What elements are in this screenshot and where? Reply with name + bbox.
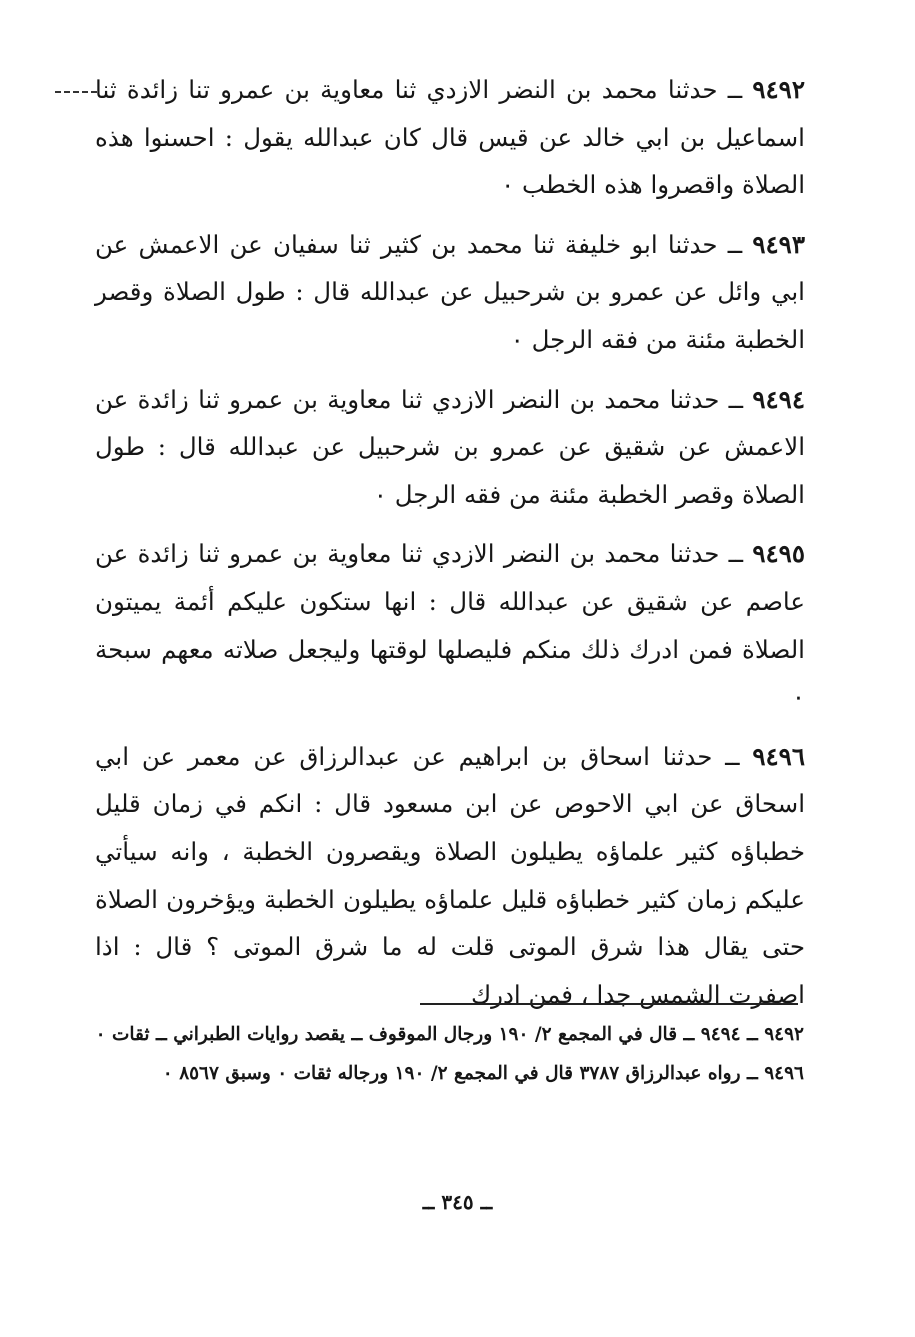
footnote-divider: [420, 1003, 798, 1005]
hadith-text: ــ حدثنا محمد بن النضر الازدي ثنا معاوية بن عمرو تنا زائدة ثنا اسماعيل بن ابي خالد عن قيس قال كان عبدالله يقول : احسنوا هذه الصلاة واقصروا هذه الخطب ٠: [95, 75, 805, 200]
hadith-9496: [95, 733, 805, 1019]
hadith-9492: [95, 66, 805, 209]
hadith-9493: [95, 221, 805, 364]
hadith-text: ــ حدثنا محمد بن النضر الازدي ثنا معاوية بن عمرو ثنا زائدة عن الاعمش عن شقيق عن عمرو بن شرحبيل عن عبدالله قال : طول الصلاة وقصر الخطبة مئنة من فقه الرجل ٠: [95, 384, 805, 509]
hadith-text: ــ حدثنا محمد بن النضر الازدي ثنا معاوية بن عمرو ثنا زائدة عن عاصم عن شقيق عن عبدالله قال : انها ستكون عليكم أئمة يميتون الصلاة فمن ادرك ذلك منكم فليصلها لوقتها وليجعل صلاته معهم سبحة ٠: [95, 539, 805, 712]
hadith-text: ــ حدثنا اسحاق بن ابراهيم عن عبدالرزاق عن معمر عن ابي اسحاق عن ابي الاحوص عن ابن مسعود قال : انكم في زمان قليل خطباؤه كثير علماؤه يطيلون الصلاة ويقصرون الخطبة ، وانه سيأتي عليكم زمان كثير خطباؤه قليل علماؤه يطيلون الخطبة ويؤخرون الصلاة حتى يقال هذا شرق الموتى قلت له ما شرق الموتى ؟ قال : اذا اصفرت الشمس جدا ، فمن ادرك: [95, 741, 805, 1009]
footnote-9492-9494: ٩٤٩٢ ــ ٩٤٩٤ ــ قال في المجمع ٢/ ١٩٠ ورجال الموقوف ــ يقصد روايات الطبراني ــ ثقات ٠: [95, 1024, 804, 1045]
margin-dash: [55, 91, 97, 93]
footnote-9496: ٩٤٩٦ ــ رواه عبدالرزاق ٣٧٨٧ قال في المجمع ٢/ ١٩٠ ورجاله ثقات ٠ وسبق ٨٥٦٧ ٠: [162, 1063, 804, 1084]
hadith-number: ٩٤٩٣: [752, 229, 805, 259]
hadith-number: ٩٤٩٥: [752, 539, 805, 569]
hadith-number: ٩٤٩٤: [752, 384, 805, 414]
hadith-number: ٩٤٩٢: [752, 75, 805, 104]
hadith-text: ــ حدثنا ابو خليفة ثنا محمد بن كثير ثنا سفيان عن الاعمش عن ابي وائل عن عمرو بن شرحبيل عن عبدالله قال : طول الصلاة وقصر الخطبة مئنة من فقه الرجل ٠: [95, 229, 805, 354]
footnotes: [92, 1016, 804, 1094]
hadith-9494: [95, 376, 805, 519]
hadith-9495: [95, 530, 805, 720]
page-number: ــ ٣٤٥ ــ: [422, 1190, 493, 1214]
main-text: [95, 66, 805, 1030]
hadith-number: ٩٤٩٦: [752, 741, 805, 771]
